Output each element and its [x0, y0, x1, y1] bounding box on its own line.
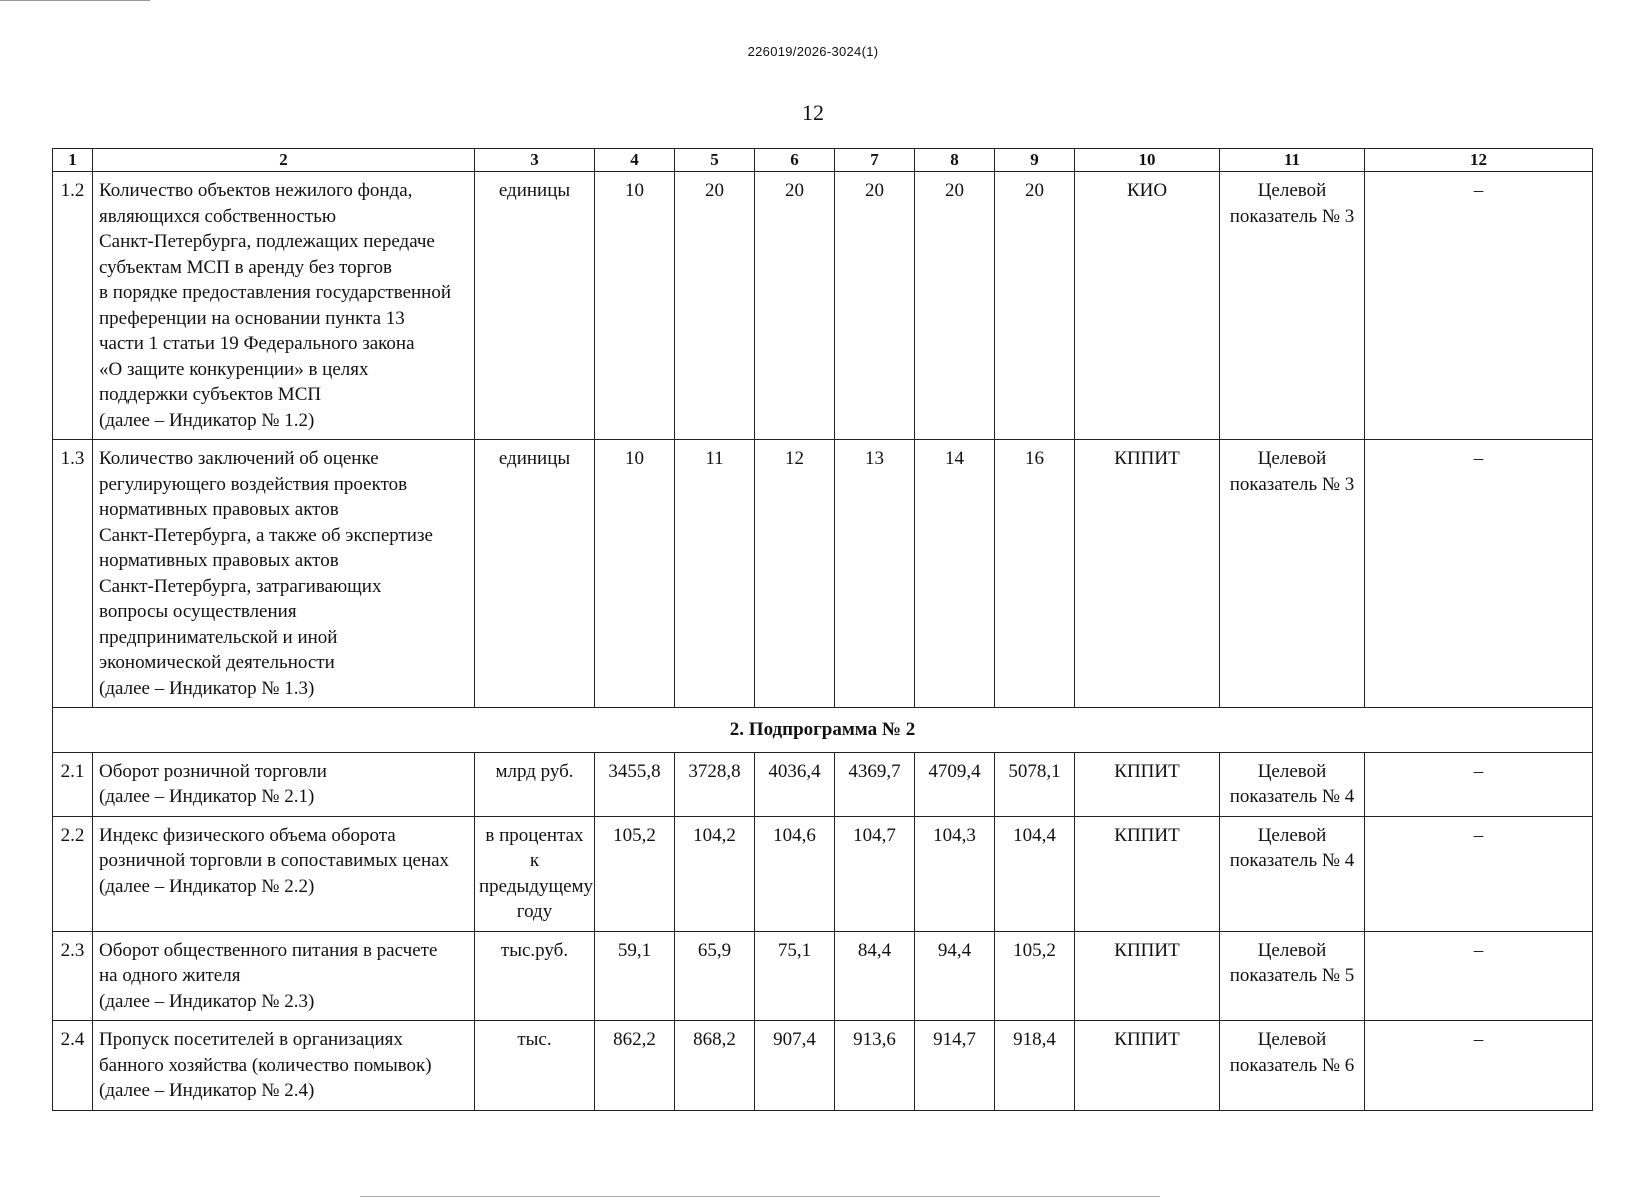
value-cell: 84,4: [835, 931, 915, 1021]
note-cell: –: [1365, 172, 1593, 440]
indicator-description: [93, 816, 475, 931]
value-cell: 75,1: [755, 931, 835, 1021]
value-cell: 20: [915, 172, 995, 440]
target-cell: [1220, 172, 1365, 440]
note-cell: –: [1365, 440, 1593, 708]
row-number: 2.2: [53, 816, 93, 931]
column-header: 2: [93, 149, 475, 172]
description-line: в порядке предоставления государственной: [99, 282, 452, 303]
executor-cell: КИО: [1075, 172, 1220, 440]
description-line: (далее – Индикатор № 2.1): [99, 786, 315, 807]
executor-cell: КППИТ: [1075, 816, 1220, 931]
target-cell: [1220, 931, 1365, 1021]
column-header: 7: [835, 149, 915, 172]
description-line: поддержки субъектов МСП: [99, 384, 322, 405]
table-row: [53, 931, 1593, 1021]
target-cell: [1220, 440, 1365, 708]
row-number: 2.1: [53, 752, 93, 816]
value-cell: 5078,1: [995, 752, 1075, 816]
description-line: (далее – Индикатор № 1.3): [99, 677, 315, 699]
target-line: Целевой: [1257, 939, 1327, 961]
value-cell: 914,7: [915, 1021, 995, 1111]
note-cell: –: [1365, 752, 1593, 816]
target-line: показатель № 4: [1229, 850, 1355, 871]
description-line: являющихся собственностью: [99, 205, 337, 227]
unit-line: тыс.: [517, 1029, 552, 1050]
value-cell: 16: [995, 440, 1075, 708]
unit-cell: [475, 172, 595, 440]
description-line: предпринимательской и иной: [99, 626, 338, 648]
description-line: нормативных правовых актов: [99, 550, 339, 571]
value-cell: 4709,4: [915, 752, 995, 816]
section-header-row: [53, 708, 1593, 753]
description-line: регулирующего воздействия проектов: [99, 473, 408, 495]
description-line: (далее – Индикатор № 2.3): [99, 990, 315, 1012]
description-line: Пропуск посетителей в организациях: [99, 1029, 403, 1050]
value-cell: 20: [675, 172, 755, 440]
value-cell: 12: [755, 440, 835, 708]
unit-line: к: [529, 850, 540, 871]
executor-cell: КППИТ: [1075, 752, 1220, 816]
value-cell: 105,2: [995, 931, 1075, 1021]
description-line: Количество объектов нежилого фонда,: [99, 180, 413, 201]
target-line: Целевой: [1257, 180, 1327, 201]
value-cell: 104,4: [995, 816, 1075, 931]
value-cell: 65,9: [675, 931, 755, 1021]
note-cell: –: [1365, 1021, 1593, 1111]
description-line: розничной торговли в сопоставимых ценах: [99, 850, 450, 871]
value-cell: 868,2: [675, 1021, 755, 1111]
target-cell: [1220, 816, 1365, 931]
description-line: Оборот общественного питания в расчете: [99, 939, 438, 961]
value-cell: 11: [675, 440, 755, 708]
value-cell: 104,7: [835, 816, 915, 931]
table-row: [53, 1021, 1593, 1111]
unit-cell: [475, 752, 595, 816]
unit-cell: [475, 816, 595, 931]
target-line: Целевой: [1257, 760, 1327, 782]
row-number: 2.4: [53, 1021, 93, 1111]
document-id: 226019/2026-3024(1): [747, 44, 879, 59]
column-header: 8: [915, 149, 995, 172]
value-cell: 3728,8: [675, 752, 755, 816]
table-row: [53, 172, 1593, 440]
value-cell: 907,4: [755, 1021, 835, 1111]
target-line: Целевой: [1257, 448, 1327, 469]
indicator-description: [93, 931, 475, 1021]
table-row: [53, 816, 1593, 931]
description-line: вопросы осуществления: [99, 601, 297, 622]
indicator-description: [93, 440, 475, 708]
column-header: 4: [595, 149, 675, 172]
table-row: [53, 440, 1593, 708]
value-cell: 10: [595, 440, 675, 708]
unit-cell: [475, 440, 595, 708]
value-cell: 20: [995, 172, 1075, 440]
description-line: Количество заключений об оценке: [99, 448, 379, 469]
value-cell: 105,2: [595, 816, 675, 931]
unit-line: единицы: [498, 180, 571, 201]
value-cell: 13: [835, 440, 915, 708]
target-line: показатель № 6: [1229, 1054, 1355, 1076]
indicator-description: [93, 752, 475, 816]
target-line: показатель № 4: [1229, 786, 1355, 807]
description-line: (далее – Индикатор № 1.2): [99, 409, 315, 431]
value-cell: 104,3: [915, 816, 995, 931]
description-line: «О защите конкуренции» в целях: [99, 358, 369, 380]
row-number: 1.2: [53, 172, 93, 440]
note-cell: –: [1365, 931, 1593, 1021]
description-line: нормативных правовых актов: [99, 499, 339, 520]
unit-line: в процентах: [485, 824, 584, 846]
column-number-row: [53, 149, 1593, 172]
row-number: 1.3: [53, 440, 93, 708]
description-line: банного хозяйства (количество помывок): [99, 1054, 432, 1076]
unit-line: млрд руб.: [495, 760, 574, 782]
value-cell: 59,1: [595, 931, 675, 1021]
unit-line: году: [516, 901, 553, 922]
target-line: показатель № 3: [1229, 205, 1355, 227]
description-line: субъектам МСП в аренду без торгов: [99, 256, 392, 278]
indicator-description: [93, 1021, 475, 1111]
column-header: 6: [755, 149, 835, 172]
value-cell: 10: [595, 172, 675, 440]
column-header: 12: [1365, 149, 1593, 172]
value-cell: 104,6: [755, 816, 835, 931]
column-header: 9: [995, 149, 1075, 172]
value-cell: 104,2: [675, 816, 755, 931]
description-line: (далее – Индикатор № 2.2): [99, 875, 315, 897]
executor-cell: КППИТ: [1075, 1021, 1220, 1111]
description-line: части 1 статьи 19 Федерального закона: [99, 333, 415, 354]
column-header: 1: [53, 149, 93, 172]
description-line: Санкт-Петербурга, подлежащих передаче: [99, 231, 435, 252]
value-cell: 20: [835, 172, 915, 440]
column-header: 11: [1220, 149, 1365, 172]
column-header: 10: [1075, 149, 1220, 172]
value-cell: 20: [755, 172, 835, 440]
unit-line: единицы: [498, 448, 571, 469]
executor-cell: КППИТ: [1075, 440, 1220, 708]
indicators-table: [52, 148, 1593, 1111]
target-line: Целевой: [1257, 824, 1327, 846]
target-line: показатель № 5: [1229, 965, 1355, 986]
value-cell: 4369,7: [835, 752, 915, 816]
description-line: Индекс физического объема оборота: [99, 824, 396, 846]
value-cell: 913,6: [835, 1021, 915, 1111]
row-number: 2.3: [53, 931, 93, 1021]
bottom-edge-line: [360, 1196, 1160, 1197]
value-cell: 14: [915, 440, 995, 708]
description-line: Оборот розничной торговли: [99, 760, 327, 782]
value-cell: 918,4: [995, 1021, 1075, 1111]
table-row: [53, 752, 1593, 816]
target-cell: [1220, 752, 1365, 816]
unit-cell: [475, 1021, 595, 1111]
value-cell: 862,2: [595, 1021, 675, 1111]
note-cell: –: [1365, 816, 1593, 931]
description-line: экономической деятельности: [99, 652, 335, 673]
value-cell: 94,4: [915, 931, 995, 1021]
description-line: Санкт-Петербурга, затрагивающих: [99, 575, 382, 597]
executor-cell: КППИТ: [1075, 931, 1220, 1021]
column-header: 5: [675, 149, 755, 172]
column-header: 3: [475, 149, 595, 172]
target-line: показатель № 3: [1229, 473, 1355, 495]
target-line: Целевой: [1257, 1029, 1327, 1050]
description-line: преференции на основании пункта 13: [99, 307, 405, 329]
section-title: 2. Подпрограмма № 2: [53, 708, 1593, 753]
description-line: на одного жителя: [99, 965, 241, 986]
page-number: 12: [802, 100, 824, 125]
target-cell: [1220, 1021, 1365, 1111]
unit-cell: [475, 931, 595, 1021]
value-cell: 4036,4: [755, 752, 835, 816]
description-line: Санкт-Петербурга, а также об экспертизе: [99, 524, 433, 546]
unit-line: предыдущему: [479, 875, 594, 897]
indicator-description: [93, 172, 475, 440]
value-cell: 3455,8: [595, 752, 675, 816]
unit-line: тыс.руб.: [500, 939, 569, 961]
top-edge-line: [0, 0, 150, 1]
description-line: (далее – Индикатор № 2.4): [99, 1080, 315, 1101]
